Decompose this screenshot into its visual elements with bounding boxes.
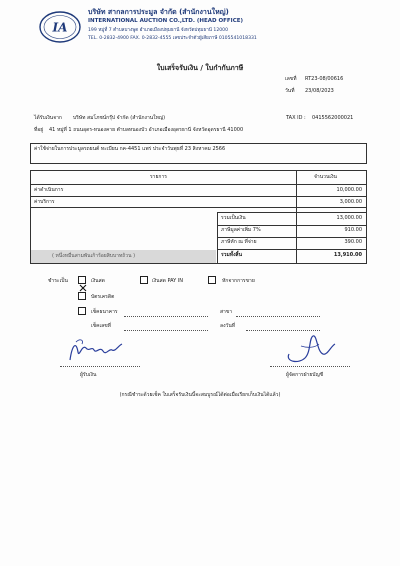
subtotal-label: รวมเป็นเงิน [221,215,246,221]
customer-address: 41 หมู่ที่ 1 ถนนอุดร-หนองคาย ตำบลหนองบัว อำเภอเมืองอุดรธานี จังหวัดอุดรธานี 41000 [49,127,244,133]
tax-id: 0415562000021 [312,115,354,121]
summary-line [217,237,367,238]
authorized-label: ผู้จัดการฝ่ายบัญชี [286,372,324,378]
credit-card-label: บัตรเครดิต [91,294,115,300]
credit-card-checkbox[interactable] [78,292,86,300]
subtotal-amount: 13,000.00 [336,215,362,221]
summary-line [217,249,367,250]
total-label: รวมทั้งสิ้น [221,252,242,258]
receiver-signature [66,334,126,366]
deduct-label: หักจากการขาย [222,278,255,284]
document-title: ใบเสร็จรับเงิน / ใบกำกับภาษี [156,64,244,72]
cheque-date-label: ลงวันที่ [220,323,236,329]
receiver-signature-line [60,366,140,367]
table-header-line [30,184,367,185]
col-header-item: รายการ [150,174,167,180]
table-row-label: ค่าดำเนินการ [34,187,64,193]
svg-text:IA: IA [52,20,68,35]
payment-label: ชำระเป็น [48,278,68,284]
payin-checkbox[interactable] [140,276,148,284]
bank-cheque-checkbox[interactable] [78,307,86,315]
vat-label: ภาษีมูลค่าเพิ่ม 7% [221,227,261,233]
company-logo [38,10,82,44]
cash-label: เงินสด [91,278,105,284]
doc-no: RT23-08/00616 [305,76,344,82]
bank-cheque-label: เช็คธนาคาร [91,309,118,315]
receiver-label: ผู้รับเงิน [80,372,97,378]
doc-date: 23/08/2023 [305,88,334,94]
deduct-checkbox[interactable] [208,276,216,284]
received-from: บริษัท สมโภชน์กรุ๊ป จำกัด (สำนักงานใหญ่) [73,115,166,121]
row-line [30,207,367,208]
check-mark-icon [79,284,87,292]
col-header-amount: จำนวนเงิน [314,174,337,180]
table-row-amount: 3,000.00 [339,199,362,205]
tax-id-label: TAX ID : [286,115,306,121]
footer-note: (กรณีชำระด้วยเช็ค ใบเสร็จรับเงินนี้จะสมบูรณ์ได้ต่อเมื่อเรียกเก็บเงินได้แล้ว) [119,392,281,398]
payin-label: เงินสด PAY IN [152,278,184,284]
cheque-date-line [246,330,320,331]
total-amount: 13,910.00 [333,252,362,258]
company-name-th: บริษัท สากลการประมูล จำกัด (สำนักงานใหญ่) [88,8,229,16]
date-label: วันที่ [285,88,295,94]
company-address: 199 หมู่ที่ 7 ตำบลบางพูด อำเภอเมืองปทุมธานี จังหวัดปทุมธานี 12000 [88,28,229,33]
withholding-amount: 390.00 [344,239,362,245]
cheque-no-line [124,330,208,331]
row-line [30,196,367,197]
cheque-no-label: เช็คเลขที่ [91,323,111,329]
branch-label: สาขา [220,309,233,315]
description: ค่าใช้จ่ายในการประมูลรถยนต์ ทะเบียน กค-4451 แพร่ ประจำวันพุธที่ 23 สิงหาคม 2566 [34,146,226,152]
summary-line [217,225,367,226]
table-row-amount: 10,000.00 [336,187,362,193]
authorized-signature [283,332,343,366]
summary-divider [217,212,218,264]
vat-amount: 910.00 [344,227,362,233]
company-name-en: INTERNATIONAL AUCTION CO.,LTD. (HEAD OFFICE) [88,18,243,24]
company-contact: TEL. 0-2832-4900 FAX. 0-2832-4555 เลขประจำตัวผู้เสียภาษี 0105541018331 [88,36,257,41]
authorized-signature-line [270,366,350,367]
address-label: ที่อยู่ [34,127,44,133]
cash-checkbox[interactable] [78,276,86,284]
summary-line [217,212,367,213]
doc-no-label: เลขที่ [285,76,297,82]
received-from-label: ได้รับเงินจาก [34,115,62,121]
table-row-label: ค่าบริการ [34,199,55,205]
withholding-label: ภาษีหัก ณ ที่จ่าย [221,239,257,245]
branch-line [236,316,320,317]
bank-name-line [124,316,208,317]
amount-in-words: ( หนึ่งหมื่นสามพันเก้าร้อยสิบบาทถ้วน ) [52,253,136,259]
